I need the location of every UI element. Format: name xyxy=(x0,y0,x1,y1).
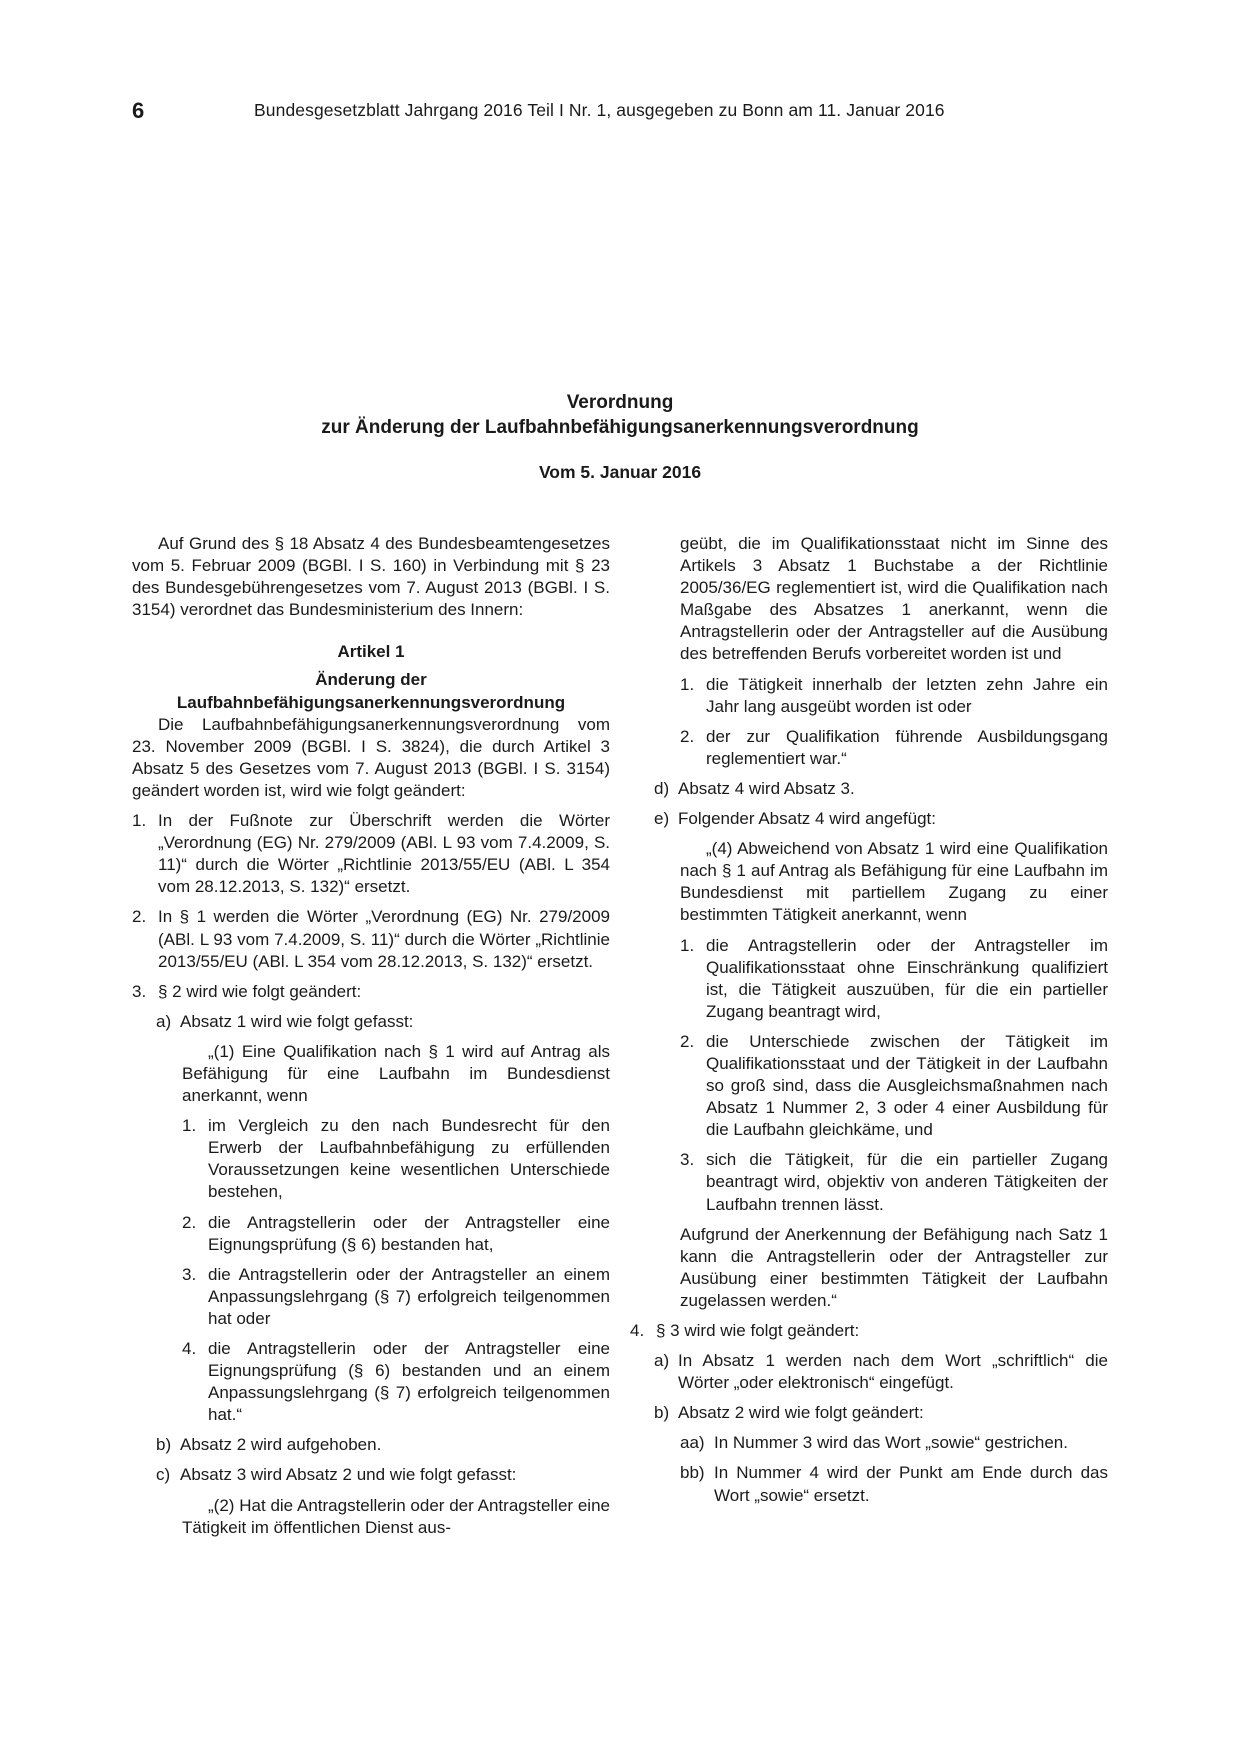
list-text: § 2 wird wie folgt geändert: xyxy=(158,981,362,1001)
article-heading: Artikel 1 xyxy=(337,642,405,662)
quoted-list-item xyxy=(630,935,1108,1023)
list-number: 1. xyxy=(680,674,695,694)
list-number: 3. xyxy=(182,1264,197,1284)
sub-sub-list-text: In Nummer 3 wird das Wort „sowie“ gestrichen. xyxy=(714,1433,1068,1453)
sub-list-text: Absatz 3 wird Absatz 2 und wie folgt gefasst: xyxy=(180,1465,517,1485)
sub-list-letter: c) xyxy=(156,1465,171,1485)
quoted-paragraph xyxy=(132,1495,610,1539)
sub-sub-list-letter: aa) xyxy=(680,1433,705,1453)
list-number: 1. xyxy=(182,1116,197,1136)
list-item xyxy=(132,981,610,1003)
quoted-text: „(4) Abweichend von Absatz 1 wird eine Qualifikation nach § 1 auf Antrag als Befähigung für eine Laufbahn im Bundesdienst mit partiellem Zugang zu einer bestimmten Tätigkeit anerkannt, wenn xyxy=(680,839,1108,925)
sub-sub-list-text: In Nummer 4 wird der Punkt am Ende durch das Wort „sowie“ ersetzt. xyxy=(714,1463,1108,1505)
sub-list-item xyxy=(630,1350,1108,1394)
quoted-list-item xyxy=(630,1149,1108,1215)
document-subtitle: zur Änderung der Laufbahnbefähigungsanerkennungsverordnung xyxy=(321,417,919,438)
quoted-list-item xyxy=(630,674,1108,718)
quoted-text: Aufgrund der Anerkennung der Befähigung nach Satz 1 kann die Antragstellerin oder der Antragsteller zur Ausübung einer bestimmten Tätigkeit der Laufbahn zugelassen werden.“ xyxy=(680,1224,1108,1310)
sub-sub-list-letter: bb) xyxy=(680,1463,705,1483)
article-title-line2: Laufbahnbefähigungsanerkennungsverordnung xyxy=(176,692,566,712)
quoted-paragraph xyxy=(132,1041,610,1107)
list-number: 3. xyxy=(132,981,147,1001)
sub-list-item xyxy=(630,808,1108,830)
document-title: Verordnung xyxy=(566,392,674,413)
sub-list-text: Absatz 2 wird wie folgt geändert: xyxy=(678,1403,924,1423)
list-text: sich die Tätigkeit, für die ein partieller Zugang beantragt wird, objektiv von anderen Tätigkeiten der Laufbahn trennen lässt. xyxy=(706,1150,1108,1214)
list-text: im Vergleich zu den nach Bundesrecht für den Erwerb der Laufbahnbefähigung zu erfüllenden Voraussetzungen keine wesentlichen Unterschiede bestehen, xyxy=(208,1116,610,1202)
sub-sub-list-item xyxy=(630,1432,1108,1454)
list-text: die Antragstellerin oder der Antragsteller eine Eignungsprüfung (§ 6) bestanden hat, xyxy=(208,1212,610,1254)
quoted-list-item xyxy=(630,1031,1108,1141)
list-number: 2. xyxy=(680,1031,695,1051)
page-number: 6 xyxy=(132,98,145,123)
sub-list-item xyxy=(630,1402,1108,1424)
quoted-list-item xyxy=(132,1212,610,1256)
sub-list-text: Absatz 2 wird aufgehoben. xyxy=(180,1435,382,1455)
right-column xyxy=(630,533,1108,1507)
list-text: die Tätigkeit innerhalb der letzten zehn Jahre ein Jahr lang ausgeübt worden ist oder xyxy=(706,674,1108,716)
article-intro: Die Laufbahnbefähigungsanerkennungsverordnung vom 23. November 2009 (BGBl. I S. 3824), die durch Artikel 3 Absatz 5 des Gesetzes vom 7. August 2013 (BGBl. I S. 3154) geändert worden ist, wird wie folgt geändert: xyxy=(132,714,610,800)
left-column xyxy=(132,533,610,1539)
sub-list-item xyxy=(132,1434,610,1456)
sub-list-letter: a) xyxy=(156,1011,172,1031)
quoted-text-continuation: geübt, die im Qualifikationsstaat nicht im Sinne des Artikels 3 Absatz 1 Buchstabe a der Richtlinie 2005/36/EG reglementiert ist, wird die Qualifikation nach Maßgabe des Absatzes 1 anerkannt, wenn die Antragstellerin oder der Antragsteller auf die Ausübung des betreffenden Berufs vorbereitet worden ist und xyxy=(680,534,1108,664)
running-header: Bundesgesetzblatt Jahrgang 2016 Teil I Nr. 1, ausgegeben zu Bonn am 11. Januar 2016 xyxy=(254,100,945,120)
list-number: 2. xyxy=(132,907,147,927)
quoted-paragraph xyxy=(630,838,1108,926)
sub-list-letter: a) xyxy=(654,1351,670,1371)
list-number: 2. xyxy=(182,1212,197,1232)
list-text: die Antragstellerin oder der Antragsteller im Qualifikationsstaat ohne Einschränkung qualifiziert ist, die Tätigkeit auszuüben, für die ein partieller Zugang beantragt wird, xyxy=(706,935,1108,1021)
list-number: 1. xyxy=(680,935,695,955)
sub-list-item xyxy=(132,1464,610,1486)
quoted-text: „(1) Eine Qualifikation nach § 1 wird auf Antrag als Befähigung für eine Laufbahn im Bundesdienst anerkannt, wenn xyxy=(182,1041,610,1106)
sub-sub-list-item xyxy=(630,1462,1108,1506)
sub-list-text: Absatz 1 wird wie folgt gefasst: xyxy=(180,1011,414,1031)
quoted-closing-paragraph xyxy=(630,1224,1108,1312)
quoted-list-item xyxy=(630,726,1108,770)
sub-list-text: In Absatz 1 werden nach dem Wort „schriftlich“ die Wörter „oder elektronisch“ eingefügt. xyxy=(678,1351,1108,1393)
list-text: die Antragstellerin oder der Antragsteller an einem Anpassungslehrgang (§ 7) erfolgreich teilgenommen hat oder xyxy=(208,1264,610,1328)
sub-list-item xyxy=(630,778,1108,800)
quoted-list-item xyxy=(132,1264,610,1330)
sub-list-letter: d) xyxy=(654,778,670,798)
list-text: die Unterschiede zwischen der Tätigkeit im Qualifikationsstaat und der Tätigkeit in der Laufbahn so groß sind, dass die Ausgleichsmaßnahmen nach Absatz 1 Nummer 2, 3 oder 4 einer Ausbildung für die Laufbahn gleichkäme, und xyxy=(706,1031,1108,1140)
list-item xyxy=(630,1320,1108,1342)
sub-list-letter: b) xyxy=(156,1435,172,1455)
quoted-text: „(2) Hat die Antragstellerin oder der Antragsteller eine Tätigkeit im öffentlichen Dienst aus- xyxy=(182,1495,610,1537)
article-title-line1: Änderung der xyxy=(315,670,427,690)
list-item xyxy=(132,810,610,898)
list-text: die Antragstellerin oder der Antragsteller eine Eignungsprüfung (§ 6) bestanden und an einem Anpassungslehrgang (§ 7) erfolgreich teilgenommen hat.“ xyxy=(208,1339,610,1425)
sub-list-text: Folgender Absatz 4 wird angefügt: xyxy=(678,809,936,829)
sub-list-text: Absatz 4 wird Absatz 3. xyxy=(678,778,855,798)
sub-list-letter: b) xyxy=(654,1403,670,1423)
sub-list-item xyxy=(132,1011,610,1033)
continued-quote xyxy=(630,533,1108,666)
preamble: Auf Grund des § 18 Absatz 4 des Bundesbeamtengesetzes vom 5. Februar 2009 (BGBl. I S. 160) in Verbindung mit § 23 des Bundesgebührengesetzes vom 7. August 2013 (BGBl. I S. 3154) verordnet das Bundesministerium des Innern: xyxy=(132,534,610,620)
document-date: Vom 5. Januar 2016 xyxy=(538,462,702,482)
list-number: 3. xyxy=(680,1150,695,1170)
quoted-list-item xyxy=(132,1338,610,1426)
list-text: der zur Qualifikation führende Ausbildungsgang reglementiert war.“ xyxy=(706,726,1108,768)
list-text: In der Fußnote zur Überschrift werden die Wörter „Verordnung (EG) Nr. 279/2009 (ABl. L 93 vom 7.4.2009, S. 11)“ durch die Wörter „Richtlinie 2013/55/EU (ABl. L 354 vom 28.12.2013, S. 132)“ ersetzt. xyxy=(158,811,610,897)
list-text: § 3 wird wie folgt geändert: xyxy=(656,1321,860,1340)
sub-list-letter: e) xyxy=(654,809,670,829)
list-text: In § 1 werden die Wörter „Verordnung (EG) Nr. 279/2009 (ABl. L 93 vom 7.4.2009, S. 11)“ durch die Wörter „Richtlinie 2013/55/EU (ABl. L 354 vom 28.12.2013, S. 132)“ ersetzt. xyxy=(158,907,610,971)
list-item xyxy=(132,906,610,972)
list-number: 1. xyxy=(132,811,147,831)
quoted-list-item xyxy=(132,1115,610,1203)
list-number: 4. xyxy=(630,1321,645,1340)
list-number: 4. xyxy=(182,1339,197,1358)
list-number: 2. xyxy=(680,726,695,746)
